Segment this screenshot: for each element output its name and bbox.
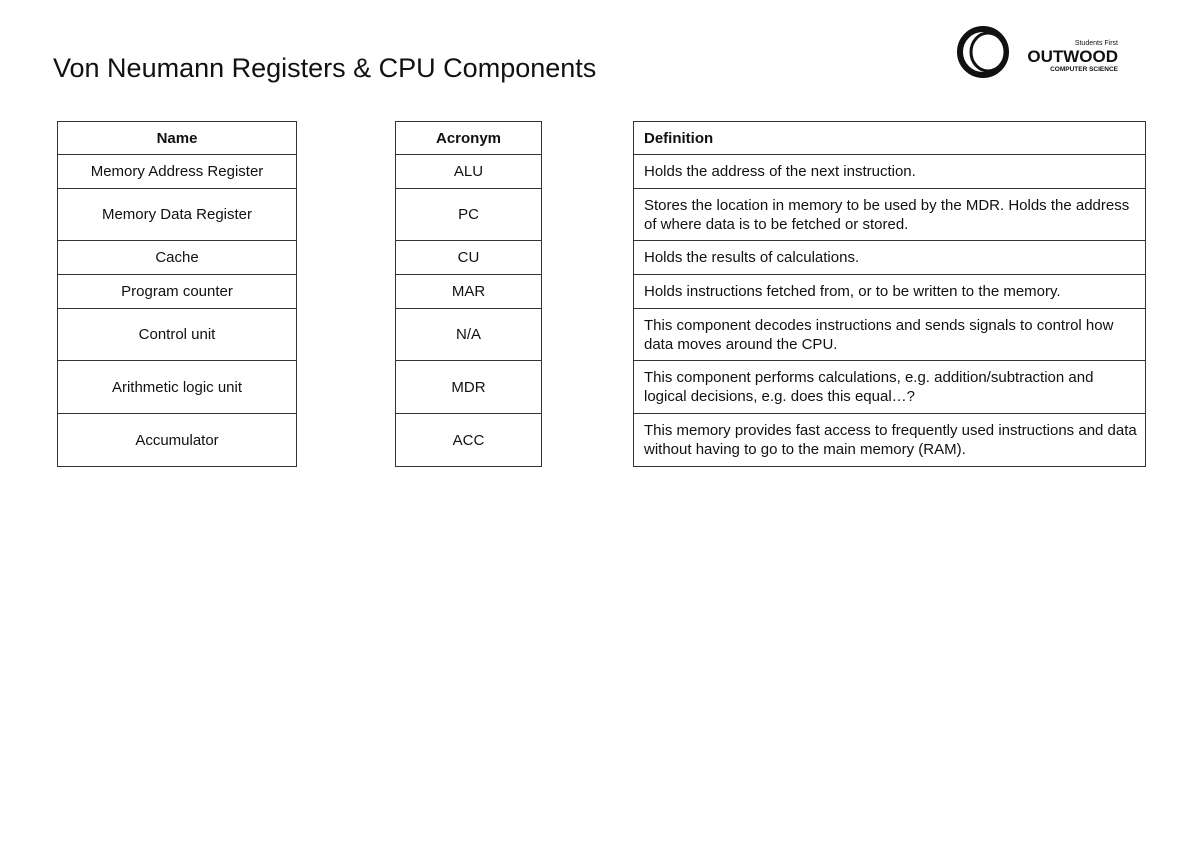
name-cell: Memory Address Register — [58, 155, 297, 189]
logo-wordmark: OUTWOOD — [1027, 47, 1118, 66]
definition-cell: This component performs calculations, e.g. addition/subtraction and logical decisions, e.g. does this equal…? — [634, 361, 1146, 414]
logo-swoosh-icon — [960, 29, 1006, 75]
definition-cell: This memory provides fast access to frequently used instructions and data without having to go to the main memory (RAM). — [634, 414, 1146, 467]
acronym-cell: PC — [396, 189, 542, 241]
page-title: Von Neumann Registers & CPU Components — [53, 53, 597, 83]
definition-cell: Holds the results of calculations. — [634, 241, 1146, 275]
definition-cell: Stores the location in memory to be used by the MDR. Holds the address of where data is to be fetched or stored. — [634, 189, 1146, 241]
name-cell: Cache — [58, 241, 297, 275]
definition-cell: Holds instructions fetched from, or to be written to the memory. — [634, 275, 1146, 309]
definition-table — [633, 121, 1146, 467]
logo-tagline: Students First — [1074, 40, 1118, 47]
name-table — [57, 121, 297, 467]
acronym-cell: CU — [396, 241, 542, 275]
acronym-cell: ALU — [396, 155, 542, 189]
acronym-header: Acronym — [396, 122, 542, 155]
name-header: Name — [58, 122, 297, 155]
definition-cell: This component decodes instructions and sends signals to control how data moves around the CPU. — [634, 309, 1146, 361]
acronym-table — [395, 121, 542, 467]
logo-subtitle: COMPUTER SCIENCE — [1050, 66, 1118, 73]
acronym-cell: MAR — [396, 275, 542, 309]
outwood-logo — [955, 22, 1125, 82]
name-cell: Program counter — [58, 275, 297, 309]
acronym-cell: MDR — [396, 361, 542, 414]
definition-header: Definition — [634, 122, 1146, 155]
name-cell: Control unit — [58, 309, 297, 361]
name-cell: Accumulator — [58, 414, 297, 467]
name-cell: Arithmetic logic unit — [58, 361, 297, 414]
acronym-cell: ACC — [396, 414, 542, 467]
name-cell: Memory Data Register — [58, 189, 297, 241]
acronym-cell: N/A — [396, 309, 542, 361]
definition-cell: Holds the address of the next instruction. — [634, 155, 1146, 189]
